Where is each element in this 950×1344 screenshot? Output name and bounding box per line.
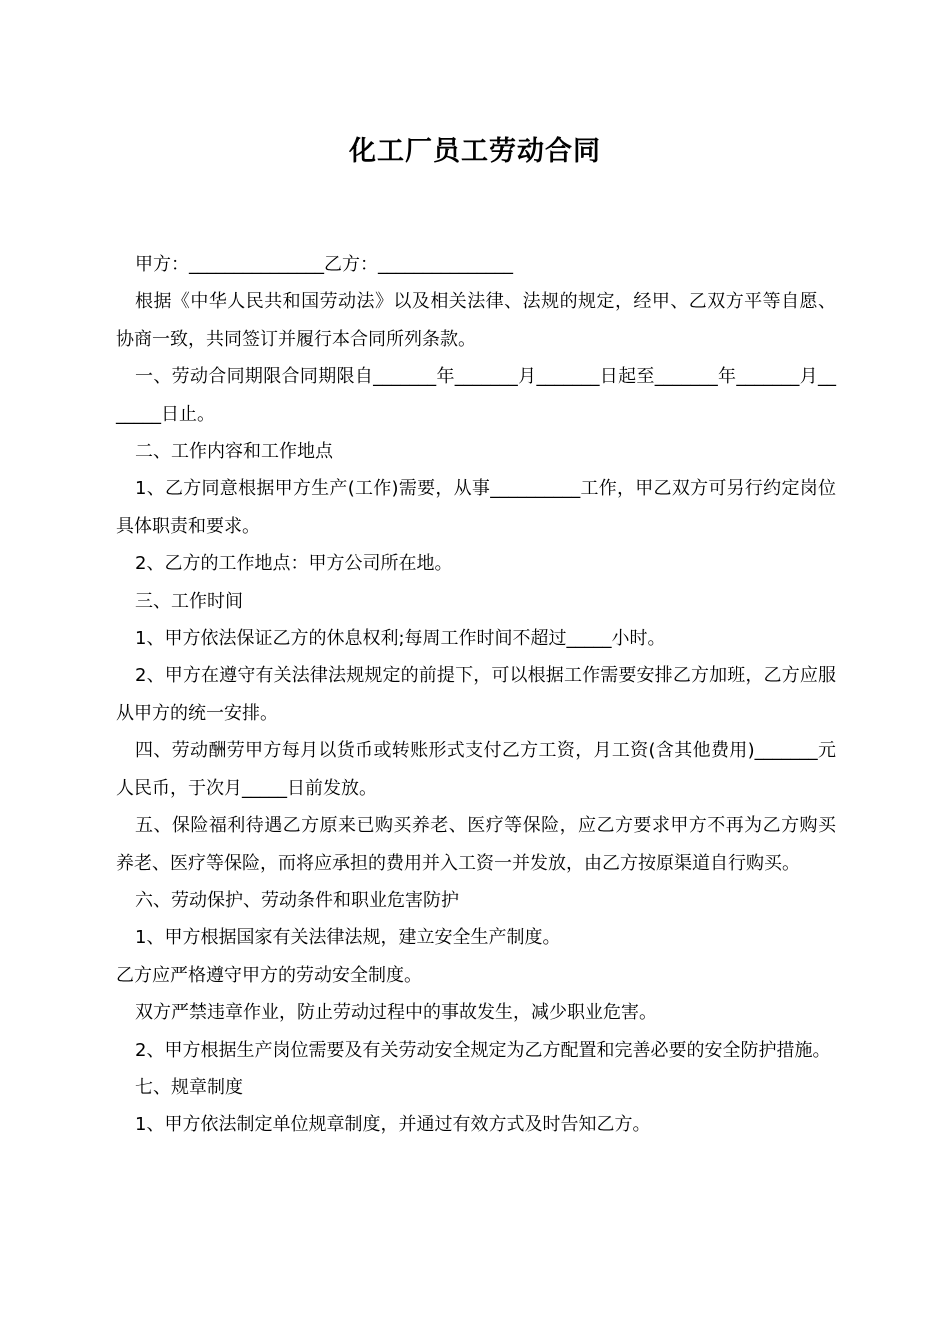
section-3-item-1: 1、甲方依法保证乙方的休息权利;每周工作时间不超过_____小时。 bbox=[135, 628, 666, 650]
section-1-contract-term: 一、劳动合同期限合同期限自_______年_______月_______日起至_______年_______月_______日止。 bbox=[116, 366, 836, 425]
section-2-item-1: 1、乙方同意根据甲方生产(工作)需要，从事__________工作，甲乙双方可另行约定岗位具体职责和要求。 bbox=[116, 478, 836, 537]
section-2-heading: 二、工作内容和工作地点 bbox=[135, 441, 333, 463]
section-6-item-1: 1、甲方根据国家有关法律法规，建立安全生产制度。 bbox=[135, 927, 561, 949]
section-3-heading: 三、工作时间 bbox=[135, 590, 243, 612]
section-7-item-1: 1、甲方依法制定单位规章制度，并通过有效方式及时告知乙方。 bbox=[135, 1114, 651, 1136]
section-4-remuneration: 四、劳动酬劳甲方每月以货币或转账形式支付乙方工资，月工资(含其他费用)_______元人民币，于次月_____日前发放。 bbox=[116, 740, 836, 799]
document-body bbox=[116, 246, 836, 1144]
section-2-item-2: 2、乙方的工作地点：甲方公司所在地。 bbox=[135, 553, 453, 575]
preamble-paragraph: 根据《中华人民共和国劳动法》以及相关法律、法规的规定，经甲、乙双方平等自愿、协商一致，共同签订并履行本合同所列条款。 bbox=[116, 291, 836, 350]
document-title: 化工厂员工劳动合同 bbox=[349, 136, 601, 167]
section-6-heading: 六、劳动保护、劳动条件和职业危害防护 bbox=[135, 889, 459, 911]
section-6-item-1-cont-b: 双方严禁违章作业，防止劳动过程中的事故发生，减少职业危害。 bbox=[135, 1002, 657, 1024]
section-3-item-2: 2、甲方在遵守有关法律法规规定的前提下，可以根据工作需要安排乙方加班，乙方应服从甲方的统一安排。 bbox=[116, 665, 836, 724]
section-6-item-1-cont-a: 乙方应严格遵守甲方的劳动安全制度。 bbox=[116, 964, 422, 986]
section-5-insurance: 五、保险福利待遇乙方原来已购买养老、医疗等保险，应乙方要求甲方不再为乙方购买养老、医疗等保险，而将应承担的费用并入工资一并发放，由乙方按原渠道自行购买。 bbox=[116, 815, 836, 874]
section-7-heading: 七、规章制度 bbox=[135, 1076, 243, 1098]
section-6-item-2: 2、甲方根据生产岗位需要及有关劳动安全规定为乙方配置和完善必要的安全防护措施。 bbox=[135, 1039, 831, 1061]
parties-line: 甲方：_______________乙方：_______________ bbox=[135, 254, 513, 275]
